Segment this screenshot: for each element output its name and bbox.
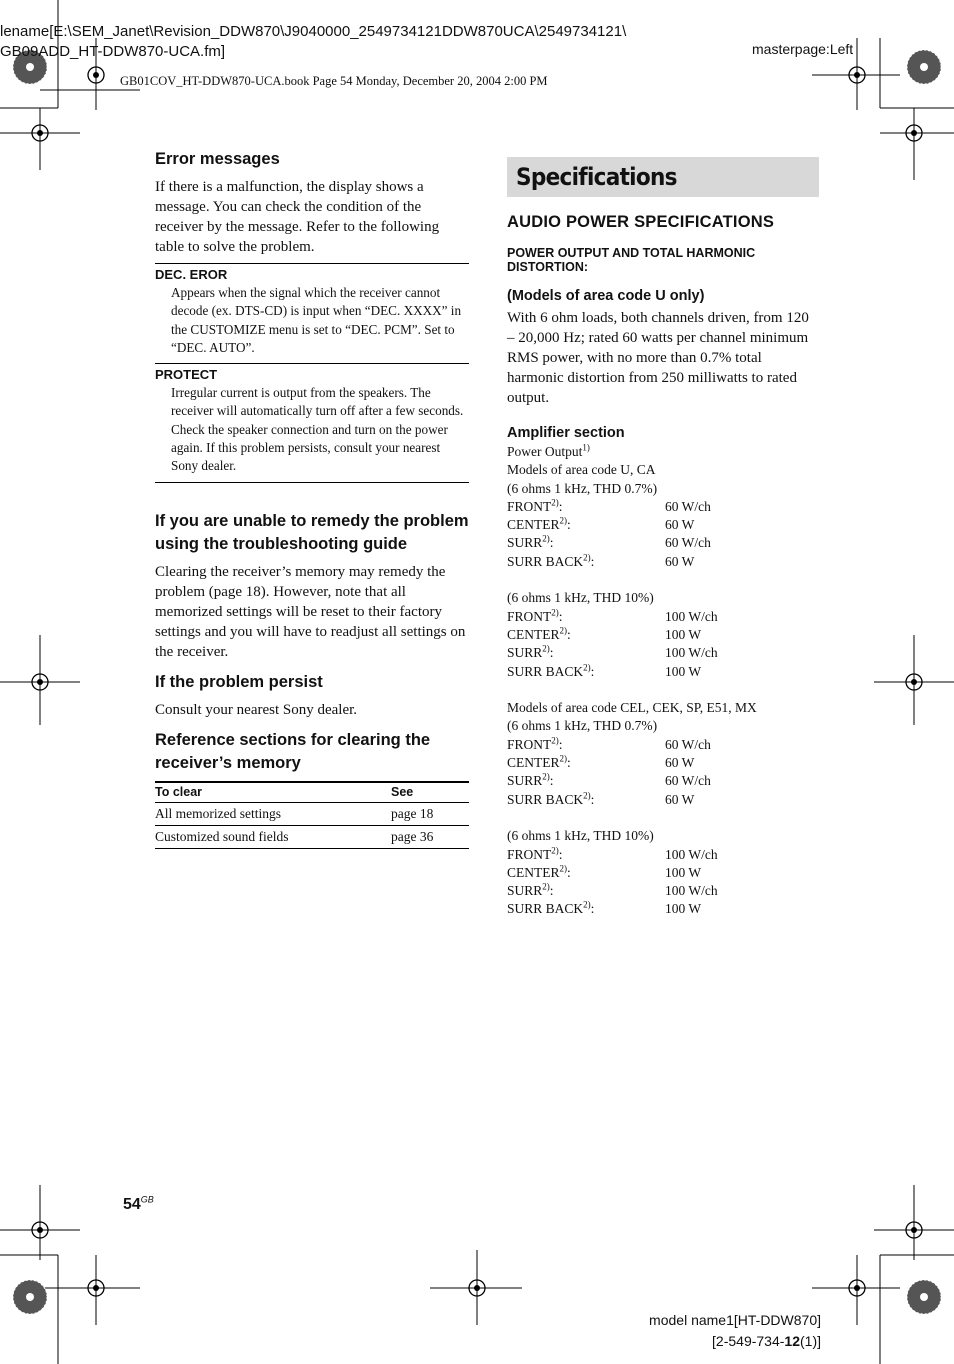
- footnote-marker: 2): [542, 643, 550, 654]
- spec-row-key-text: SURR: [507, 645, 543, 661]
- right-column: [507, 157, 819, 919]
- footnote-marker: 2): [559, 863, 567, 874]
- spec-row-key: [507, 754, 665, 772]
- table-cell: Customized sound fields: [155, 825, 391, 848]
- problem-persist-text: Consult your nearest Sony dealer.: [155, 701, 358, 718]
- spec-row-key-text: SURR BACK: [507, 553, 584, 569]
- footnote-marker: 1): [582, 442, 590, 453]
- spec-row-key: [507, 498, 665, 516]
- starburst-mark-top-right: [907, 50, 941, 84]
- spec-row: [507, 754, 819, 772]
- starburst-mark-bottom-right: [907, 1280, 941, 1314]
- spec-group-intro: (6 ohms 1 kHz, THD 0.7%): [507, 480, 658, 496]
- footnote-marker: 2): [551, 735, 559, 746]
- power-output-label: [507, 443, 819, 461]
- footnote-marker: 2): [559, 625, 567, 636]
- footnote-marker: 2): [542, 771, 550, 782]
- spec-row-value: 100 W: [665, 864, 702, 880]
- table-header-see: See: [391, 782, 469, 803]
- spec-group-intro: (6 ohms 1 kHz, THD 0.7%): [507, 718, 658, 734]
- spec-row-colon: :: [549, 535, 554, 551]
- footnote-marker: 2): [542, 881, 550, 892]
- spec-group-intro: (6 ohms 1 kHz, THD 10%): [507, 828, 654, 844]
- footnote-marker: 2): [551, 845, 559, 856]
- part-number-prefix: [2-549-734-: [712, 1333, 785, 1349]
- spec-row-value: 100 W: [665, 663, 702, 679]
- spec-row-key-text: SURR BACK: [507, 663, 584, 679]
- spec-row: [507, 516, 819, 534]
- filename-line-1: lename[E:\SEM_Janet\Revision_DDW870\J9040000_2549734121DDW870UCA\2549734121\: [0, 23, 627, 40]
- table-row: [155, 802, 469, 825]
- table-cell: All memorized settings: [155, 802, 391, 825]
- footnote-marker: 2): [559, 515, 567, 526]
- models-u-heading: (Models of area code U only): [507, 288, 705, 304]
- table-cell: page 36: [391, 825, 469, 848]
- spec-row-colon: :: [558, 846, 563, 862]
- spec-row-value: 60 W: [665, 755, 695, 771]
- spec-row-colon: :: [590, 663, 595, 679]
- message-text: Irregular current is output from the speakers. The receiver will automatically turn off after a few seconds. Check the speaker connection and turn on the power again. If this problem persists, consult your nearest Sony dealer.: [171, 385, 464, 474]
- spec-row-colon: :: [558, 498, 563, 514]
- spec-row: [507, 791, 819, 809]
- page-number-value: 54: [123, 1196, 141, 1213]
- page-number: [123, 1196, 154, 1214]
- spec-row-key-text: CENTER: [507, 755, 560, 771]
- footnote-marker: 2): [583, 790, 591, 801]
- spec-row-key: [507, 608, 665, 626]
- spec-row-key-text: CENTER: [507, 626, 560, 642]
- power-output-heading: POWER OUTPUT AND TOTAL HARMONIC DISTORTION:: [507, 246, 756, 274]
- footnote-marker: 2): [551, 497, 559, 508]
- spec-row-value: 100 W: [665, 901, 702, 917]
- spec-row: [507, 534, 819, 552]
- table-row: [155, 825, 469, 848]
- page-number-suffix: GB: [140, 1194, 154, 1205]
- spec-row: [507, 663, 819, 681]
- spec-row-colon: :: [567, 626, 571, 642]
- models-u-text: With 6 ohm loads, both channels driven, from 120 – 20,000 Hz; rated 60 watts per channel minimum RMS power, with no more than 0.7% total harmonic distortion from 250 milliwatts to rated output.: [507, 310, 809, 406]
- spec-group-intro: (6 ohms 1 kHz, THD 10%): [507, 590, 654, 606]
- message-entry-protect: [155, 363, 469, 482]
- spec-row-key-text: SURR: [507, 773, 543, 789]
- spec-row-value: 100 W/ch: [665, 883, 718, 899]
- spec-row: [507, 882, 819, 900]
- spec-row-key-text: SURR BACK: [507, 901, 584, 917]
- error-messages-heading: Error messages: [155, 150, 280, 168]
- spec-row: [507, 553, 819, 571]
- remedy-heading: If you are unable to remedy the problem using the troubleshooting guide: [155, 511, 469, 553]
- spec-row-key-text: CENTER: [507, 517, 560, 533]
- reference-sections-heading: Reference sections for clearing the receiver’s memory: [155, 730, 431, 772]
- spec-row: [507, 900, 819, 918]
- spec-row-key-text: SURR: [507, 883, 543, 899]
- spec-row-value: 60 W/ch: [665, 773, 711, 789]
- spec-row-key: [507, 644, 665, 662]
- part-number-suffix: (1)]: [800, 1333, 821, 1349]
- error-messages-intro: If there is a malfunction, the display shows a message. You can check the condition of the receiver by the message. Refer to the following table to solve the problem.: [155, 179, 440, 255]
- spec-row-key: [507, 882, 665, 900]
- audio-power-heading: AUDIO POWER SPECIFICATIONS: [507, 213, 775, 231]
- spec-row-value: 60 W: [665, 517, 695, 533]
- spec-row-colon: :: [590, 901, 595, 917]
- spec-row-value: 60 W: [665, 553, 695, 569]
- specifications-banner: [507, 157, 819, 197]
- spec-row-key: [507, 534, 665, 552]
- spec-row-colon: :: [549, 883, 554, 899]
- spec-row-key: [507, 553, 665, 571]
- spec-row: [507, 608, 819, 626]
- spec-row-key: [507, 900, 665, 918]
- spec-row-value: 60 W/ch: [665, 498, 711, 514]
- spec-row: [507, 864, 819, 882]
- spec-row: [507, 498, 819, 516]
- spec-row-value: 100 W/ch: [665, 645, 718, 661]
- spec-row-colon: :: [590, 553, 595, 569]
- reference-table: [155, 781, 469, 849]
- spec-row-value: 60 W/ch: [665, 736, 711, 752]
- spec-row-colon: :: [549, 645, 554, 661]
- footnote-marker: 2): [551, 607, 559, 618]
- spec-group-spacer: [507, 681, 819, 699]
- table-header-row: [155, 782, 469, 803]
- amplifier-section-heading: Amplifier section: [507, 425, 625, 441]
- spec-row-value: 100 W/ch: [665, 608, 718, 624]
- spec-row-colon: :: [558, 608, 563, 624]
- spec-row-key-text: FRONT: [507, 608, 552, 624]
- spec-row-value: 100 W/ch: [665, 846, 718, 862]
- spec-row-colon: :: [567, 864, 571, 880]
- spec-row-key: [507, 516, 665, 534]
- spec-row-value: 60 W/ch: [665, 535, 711, 551]
- spec-row-colon: :: [558, 736, 563, 752]
- spec-row-colon: :: [590, 791, 595, 807]
- spec-row-key: [507, 663, 665, 681]
- filename-header: [0, 22, 660, 62]
- spec-row-key: [507, 772, 665, 790]
- message-text: Appears when the signal which the receiver cannot decode (ex. DTS-CD) is input when “DEC. XXXX” in the CUSTOMIZE menu is set to “DEC. PCM”. Set to “DEC. AUTO”.: [171, 285, 462, 355]
- spec-groups: [507, 461, 819, 918]
- spec-row-value: 60 W: [665, 791, 695, 807]
- spec-row-key: [507, 626, 665, 644]
- remedy-text: Clearing the receiver’s memory may remedy the problem (page 18). However, note that all memorized settings will be reset to their factory settings and you will have to readjust all settings on the receiver.: [155, 563, 466, 660]
- part-number-bold: 12: [784, 1333, 800, 1349]
- footnote-marker: 2): [583, 662, 591, 673]
- message-entry-dec-eror: [155, 263, 469, 363]
- table-cell: page 18: [391, 802, 469, 825]
- message-title: PROTECT: [155, 367, 218, 383]
- footnote-marker: 2): [583, 899, 591, 910]
- spec-group-intro: Models of area code U, CA: [507, 462, 656, 478]
- spec-group-spacer: [507, 571, 819, 589]
- spec-row-key-text: FRONT: [507, 736, 552, 752]
- spec-row-key: [507, 791, 665, 809]
- spec-row-colon: :: [549, 773, 554, 789]
- part-number: [649, 1331, 821, 1352]
- spec-row-key: [507, 736, 665, 754]
- spec-row-value: 100 W: [665, 626, 702, 642]
- power-output-text: Power Output: [507, 444, 583, 459]
- spec-row: [507, 846, 819, 864]
- footnote-marker: 2): [542, 533, 550, 544]
- spec-row-colon: :: [567, 755, 571, 771]
- spec-row-key: [507, 864, 665, 882]
- spec-row: [507, 772, 819, 790]
- left-column: [155, 148, 469, 849]
- spec-row-key-text: SURR: [507, 535, 543, 551]
- model-name: model name1[HT-DDW870]: [649, 1312, 821, 1328]
- book-info-line: GB01COV_HT-DDW870-UCA.book Page 54 Monday, December 20, 2004 2:00 PM: [120, 74, 548, 88]
- spec-row-key-text: FRONT: [507, 846, 552, 862]
- spec-row: [507, 626, 819, 644]
- spec-row-key-text: CENTER: [507, 864, 560, 880]
- specifications-title: Specifications: [516, 163, 677, 191]
- spec-group-intro: Models of area code CEL, CEK, SP, E51, MX: [507, 700, 757, 716]
- filename-line-2: GB09ADD_HT-DDW870-UCA.fm]: [0, 43, 226, 60]
- spec-row-key-text: FRONT: [507, 498, 552, 514]
- footnote-marker: 2): [559, 753, 567, 764]
- spec-row-colon: :: [567, 517, 571, 533]
- message-title: DEC. EROR: [155, 267, 228, 282]
- spec-row: [507, 736, 819, 754]
- masterpage-label: masterpage:Left: [752, 41, 854, 57]
- model-info: [649, 1310, 821, 1352]
- spec-group-spacer: [507, 809, 819, 827]
- problem-persist-heading: If the problem persist: [155, 672, 323, 691]
- starburst-mark-bottom-left: [13, 1280, 47, 1314]
- spec-row-key-text: SURR BACK: [507, 791, 584, 807]
- table-header-to-clear: To clear: [155, 782, 391, 803]
- footnote-marker: 2): [583, 552, 591, 563]
- spec-row-key: [507, 846, 665, 864]
- spec-row: [507, 644, 819, 662]
